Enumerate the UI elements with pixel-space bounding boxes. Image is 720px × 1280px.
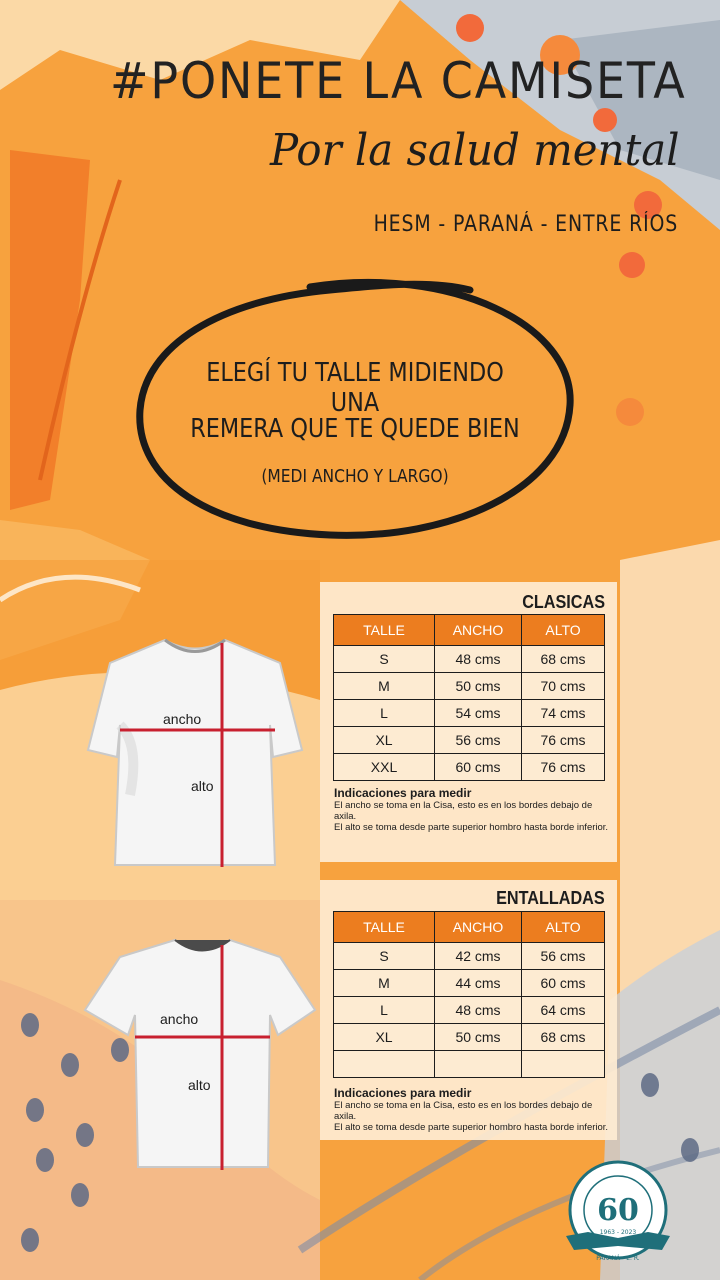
column-header: ANCHO <box>435 912 522 943</box>
size-cell: XL <box>334 1024 435 1051</box>
size-cell: M <box>334 673 435 700</box>
height-cell: 70 cms <box>522 673 605 700</box>
height-cell: 68 cms <box>522 646 605 673</box>
size-cell: S <box>334 646 435 673</box>
clasicas-notes <box>334 786 614 833</box>
column-header: ANCHO <box>435 615 522 646</box>
height-cell: 74 cms <box>522 700 605 727</box>
callout-line-1: ELEGÍ TU TALLE MIDIENDO UNA <box>206 358 504 418</box>
size-cell: L <box>334 700 435 727</box>
note-height: El alto se toma desde parte superior hombro hasta borde inferior. <box>334 822 609 833</box>
entalladas-heading: ENTALLADAS <box>496 888 605 908</box>
height-cell: 64 cms <box>522 997 605 1024</box>
size-cell: XXL <box>334 754 435 781</box>
width-cell: 54 cms <box>435 700 522 727</box>
height-cell: 68 cms <box>522 1024 605 1051</box>
width-cell: 48 cms <box>435 646 522 673</box>
size-cell: XL <box>334 727 435 754</box>
width-label: ancho <box>160 1011 199 1027</box>
width-cell: 50 cms <box>435 1024 522 1051</box>
table-row <box>334 943 605 970</box>
column-header: TALLE <box>334 615 435 646</box>
table-row <box>334 1051 605 1078</box>
size-cell <box>334 1051 435 1078</box>
callout-line-2: REMERA QUE TE QUEDE BIEN <box>190 414 520 444</box>
fitted-tshirt-icon <box>80 935 320 1175</box>
size-cell: L <box>334 997 435 1024</box>
svg-text:PARANÁ - E. R.: PARANÁ - E. R. <box>596 1255 640 1262</box>
note-width: El ancho se toma en la Cisa, esto es en los bordes debajo de axila. <box>334 800 593 822</box>
table-row <box>334 1024 605 1051</box>
width-cell: 50 cms <box>435 673 522 700</box>
notes-title: Indicaciones para medir <box>334 1086 472 1100</box>
size-cell: M <box>334 970 435 997</box>
width-cell: 44 cms <box>435 970 522 997</box>
width-cell <box>435 1051 522 1078</box>
entalladas-size-table <box>333 911 605 1078</box>
height-cell: 76 cms <box>522 754 605 781</box>
table-row <box>334 997 605 1024</box>
table-header-row <box>334 912 605 943</box>
campaign-title: #PONETE LA CAMISETA <box>110 52 687 110</box>
classic-tshirt-icon <box>80 635 310 875</box>
height-cell: 76 cms <box>522 727 605 754</box>
note-width: El ancho se toma en la Cisa, esto es en los bordes debajo de axila. <box>334 1100 593 1122</box>
width-cell: 42 cms <box>435 943 522 970</box>
column-header: ALTO <box>522 912 605 943</box>
campaign-subtitle: Por la salud mental <box>270 125 680 176</box>
svg-text:1963 - 2023: 1963 - 2023 <box>599 1229 637 1236</box>
callout-line-3: (MEDI ANCHO Y LARGO) <box>261 466 449 487</box>
column-header: TALLE <box>334 912 435 943</box>
entalladas-notes <box>334 1086 614 1133</box>
size-cell: S <box>334 943 435 970</box>
table-row <box>334 727 605 754</box>
height-cell: 60 cms <box>522 970 605 997</box>
table-row <box>334 673 605 700</box>
table-row <box>334 646 605 673</box>
table-row <box>334 754 605 781</box>
height-label: alto <box>191 778 214 794</box>
width-cell: 60 cms <box>435 754 522 781</box>
clasicas-size-table <box>333 614 605 781</box>
note-height: El alto se toma desde parte superior hombro hasta borde inferior. <box>334 1122 609 1133</box>
svg-text:60: 60 <box>597 1193 639 1228</box>
column-header: ALTO <box>522 615 605 646</box>
table-header-row <box>334 615 605 646</box>
height-cell <box>522 1051 605 1078</box>
height-label: alto <box>188 1077 211 1093</box>
height-cell: 56 cms <box>522 943 605 970</box>
clasicas-heading: CLASICAS <box>522 592 605 612</box>
notes-title: Indicaciones para medir <box>334 786 472 800</box>
table-row <box>334 970 605 997</box>
width-cell: 56 cms <box>435 727 522 754</box>
width-label: ancho <box>163 711 202 727</box>
table-row <box>334 700 605 727</box>
location-text: HESM - PARANÁ - ENTRE RÍOS <box>373 212 678 237</box>
hospital-anniversary-logo <box>558 1158 678 1268</box>
width-cell: 48 cms <box>435 997 522 1024</box>
